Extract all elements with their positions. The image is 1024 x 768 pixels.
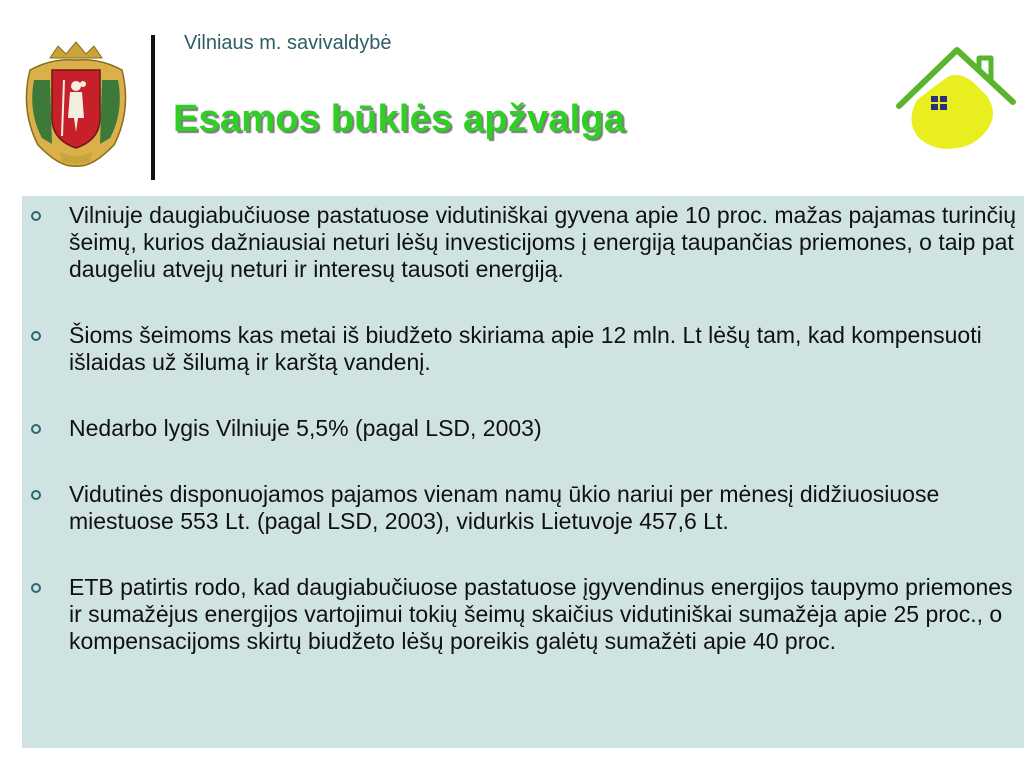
- bullet-ring-icon: [31, 331, 41, 341]
- coat-of-arms-logo: [20, 40, 132, 168]
- house-logo: [895, 42, 1017, 154]
- organization-name: Vilniaus m. savivaldybė: [184, 32, 392, 54]
- bullet-item: [22, 322, 1024, 376]
- bullet-text: Vilniuje daugiabučiuose pastatuose vidutiniškai gyvena apie 10 proc. mažas pajamas turinčių šeimų, kurios dažniausiai neturi lėšų investicijoms į energiją taupančias priemones, o taip pat daugeliu atvejų neturi ir interesų tausoti energiją.: [69, 202, 1016, 282]
- bullet-ring-icon: [31, 424, 41, 434]
- slide-header: [0, 0, 1024, 195]
- bullet-text: Nedarbo lygis Vilniuje 5,5% (pagal LSD, 2003): [69, 415, 542, 441]
- bullet-item: [22, 202, 1024, 283]
- bullet-text: Vidutinės disponuojamos pajamos vienam namų ūkio nariui per mėnesį didžiuosiuose miestuose 553 Lt. (pagal LSD, 2003), vidurkis Lietuvoje 457,6 Lt.: [69, 481, 940, 534]
- bullet-item: [22, 481, 1024, 535]
- bullet-list: [22, 202, 1024, 694]
- bullet-text: ETB patirtis rodo, kad daugiabučiuose pastatuose įgyvendinus energijos taupymo priemones ir sumažėjus energijos vartojimui tokių šeimų skaičius vidutiniškai sumažėja apie 25 proc., o kompensacijoms skirtų biudžeto lėšų poreikis galėtų sumažėti apie 40 proc.: [69, 574, 1013, 654]
- slide-title: Esamos būklės apžvalga: [173, 98, 626, 140]
- header-divider: [151, 35, 155, 180]
- bullet-item: [22, 415, 1024, 442]
- bullet-item: [22, 574, 1024, 655]
- bullet-text: Šioms šeimoms kas metai iš biudžeto skiriama apie 12 mln. Lt lėšų tam, kad kompensuoti išlaidas už šilumą ir karštą vandenį.: [69, 322, 982, 375]
- bullet-ring-icon: [31, 583, 41, 593]
- bullet-ring-icon: [31, 211, 41, 221]
- bullet-ring-icon: [31, 490, 41, 500]
- content-panel: [22, 196, 1024, 748]
